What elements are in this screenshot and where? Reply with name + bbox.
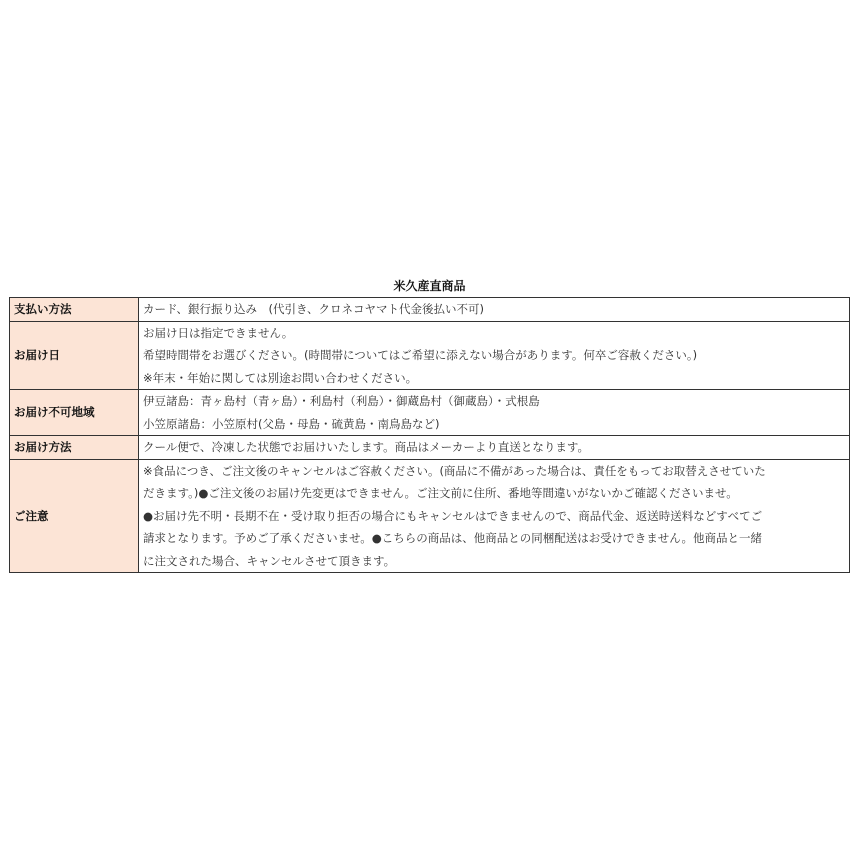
table-row-delivery-date: [10, 321, 850, 390]
table-row-payment: [10, 298, 850, 322]
payment-line-1: カード、銀行振り込み (代引き、クロネコヤマト代金後払い不可): [143, 302, 484, 316]
row-value-notes: [139, 459, 850, 573]
table-row-notes: [10, 459, 850, 573]
row-value-delivery-method: [139, 436, 850, 460]
delivery-date-line-3: ※年末・年始に関しては別途お問い合わせください。: [143, 370, 418, 385]
product-info-table: [9, 297, 850, 573]
row-value-undeliverable-areas: [139, 390, 850, 436]
row-value-payment: [139, 298, 850, 322]
notes-line-1: ※食品につき、ご注文後のキャンセルはご容赦ください。(商品に不備があった場合は、責任をもってお取替えさせていた: [143, 463, 766, 478]
delivery-method-line-1: クール便で、冷凍した状態でお届けいたします。商品はメーカーより直送となります。: [143, 440, 589, 454]
notes-line-2: だきます。)●ご注文後のお届け先変更はできません。ご注文前に住所、番地等間違いがないかご確認くださいませ。: [143, 486, 738, 500]
row-label-delivery-date: お届け日: [10, 321, 139, 390]
row-label-delivery-method: お届け方法: [10, 436, 139, 460]
row-label-payment: 支払い方法: [10, 298, 139, 322]
table-row-undeliverable-areas: [10, 390, 850, 436]
row-label-undeliverable-areas: お届け不可地域: [10, 390, 139, 436]
undeliverable-line-2: 小笠原諸島：小笠原村(父島・母島・硫黄島・南鳥島など): [143, 416, 440, 431]
product-info-document: [9, 278, 850, 573]
table-row-delivery-method: [10, 436, 850, 460]
notes-line-5: に注文された場合、キャンセルさせて頂きます。: [143, 553, 396, 568]
delivery-date-line-1: お届け日は指定できません。: [143, 325, 294, 340]
delivery-date-line-2: 希望時間帯をお選びください。(時間帯についてはご希望に添えない場合があります。何卒ご容赦ください。): [143, 348, 698, 362]
notes-line-4: 請求となります。予めご了承くださいませ。●こちらの商品は、他商品との同梱配送はお受けできません。他商品と一緒: [143, 531, 762, 545]
document-title: 米久産直商品: [393, 279, 466, 293]
row-label-notes: ご注意: [10, 459, 139, 573]
row-value-delivery-date: [139, 321, 850, 390]
notes-line-3: ●お届け先不明・長期不在・受け取り拒否の場合にもキャンセルはできませんので、商品代金、返送時送料などすべてご: [143, 508, 763, 523]
undeliverable-line-1: 伊豆諸島：青ヶ島村（青ヶ島）・利島村（利島）・御蔵島村（御蔵島）・式根島: [143, 394, 540, 408]
